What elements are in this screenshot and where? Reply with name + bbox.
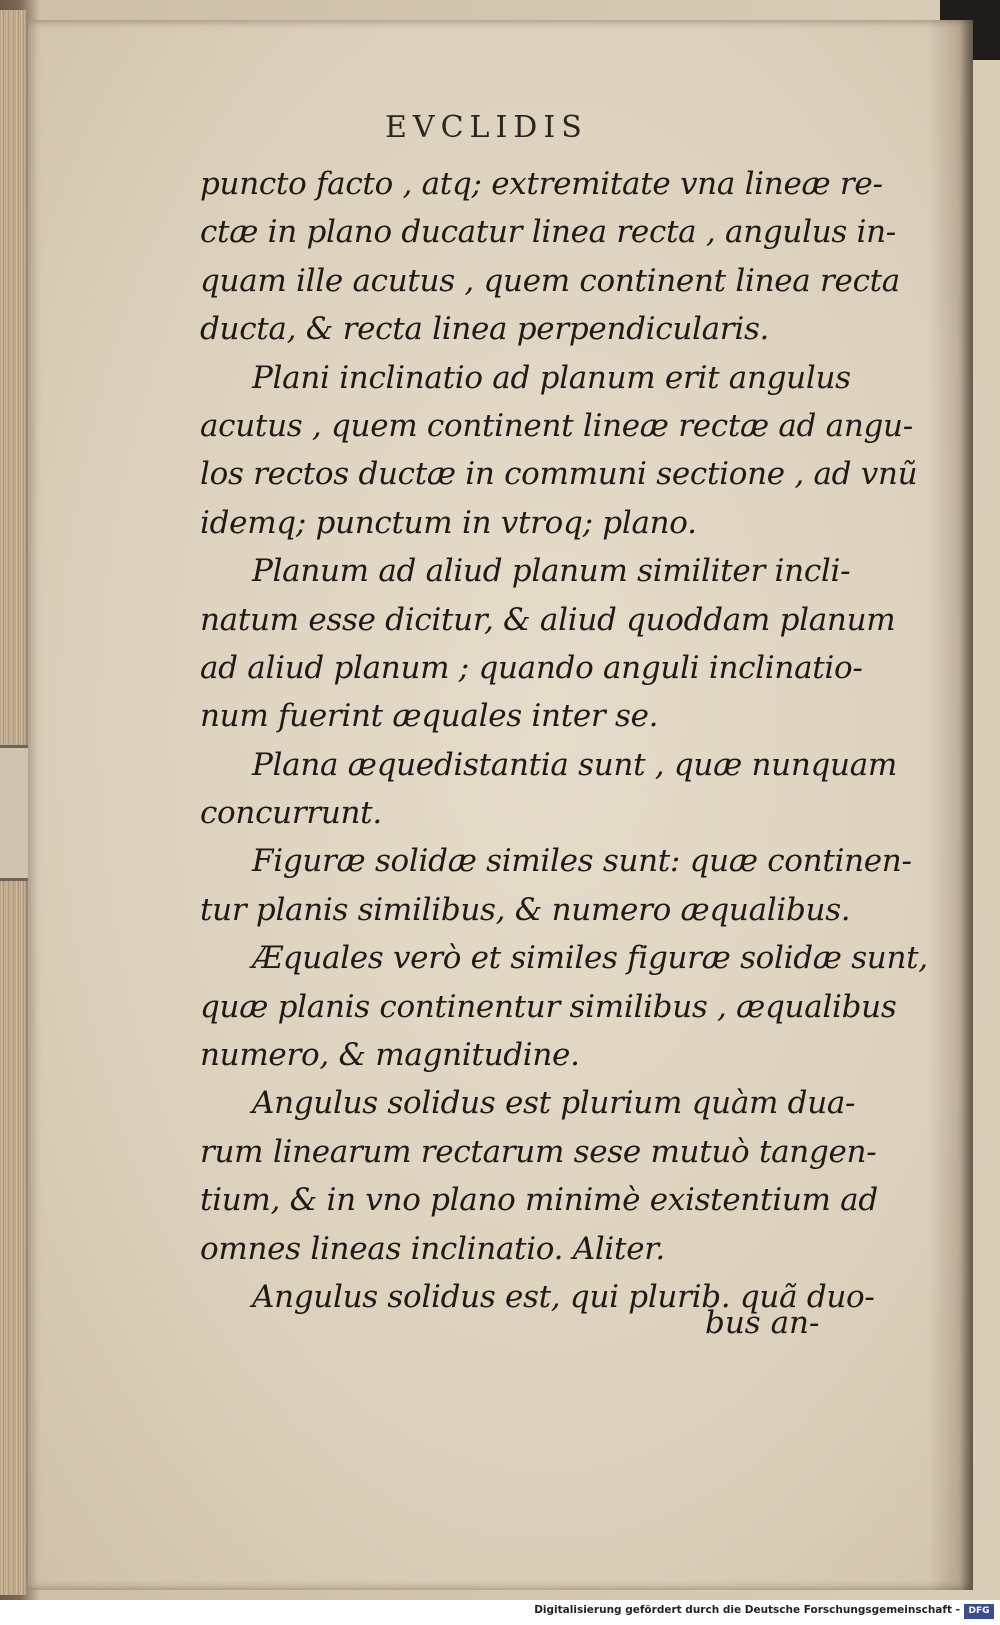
text-line: omnes lineas inclinatio. Aliter. [200, 1230, 665, 1267]
text-line: acutus , quem continent lineæ rectæ ad angu- [200, 407, 913, 444]
text-line: los rectos ductæ in communi sectione , ad vnũ [200, 456, 918, 493]
text-line: tur planis similibus, & numero æqualibus. [200, 891, 851, 928]
text-line: Æquales verò et similes figuræ solidæ sunt, [252, 940, 928, 977]
text-line: rum linearum rectarum sese mutuò tangen- [200, 1133, 877, 1170]
text-line: Plana æquedistantia sunt , quæ nunquam [252, 746, 897, 783]
body-text [200, 160, 928, 1321]
text-line: quam ille acutus , quem continent linea recta [200, 262, 900, 299]
text-line: ctæ in plano ducatur linea recta , angulus in- [200, 214, 896, 251]
running-head: EVCLIDIS [385, 110, 588, 145]
footer-credit: Digitalisierung gefördert durch die Deutsche Forschungsgemeinschaft - [534, 1604, 960, 1616]
text-line: ducta, & recta linea perpendicularis. [200, 311, 770, 348]
text-line: idemq; punctum in vtroq; plano. [200, 504, 697, 541]
text-line: concurrunt. [200, 795, 382, 832]
text-line: Planum ad aliud planum similiter incli- [252, 553, 851, 590]
text-line: tium, & in vno plano minimè existentium ad [200, 1182, 878, 1219]
text-line: Angulus solidus est, qui plurib. quã duo- [252, 1278, 875, 1315]
text-line: Plani inclinatio ad planum erit angulus [252, 359, 851, 396]
text-line: numero, & magnitudine. [200, 1037, 580, 1074]
text-line: ad aliud planum ; quando anguli inclinatio- [200, 649, 863, 686]
text-line: num fuerint æquales inter se. [200, 698, 659, 735]
page-gutter [928, 20, 973, 1590]
text-line: puncto facto , atq; extremitate vna lineæ re- [200, 166, 883, 202]
text-line: quæ planis continentur similibus , æqualibus [200, 988, 897, 1025]
text-line: natum esse dicitur, & aliud quoddam planum [200, 601, 896, 638]
dfg-logo: DFG [964, 1604, 994, 1619]
text-line: Angulus solidus est plurium quàm dua- [252, 1085, 856, 1122]
catchword: bus an- [705, 1305, 820, 1341]
text-line: Figuræ solidæ similes sunt: quæ continen- [252, 843, 912, 880]
